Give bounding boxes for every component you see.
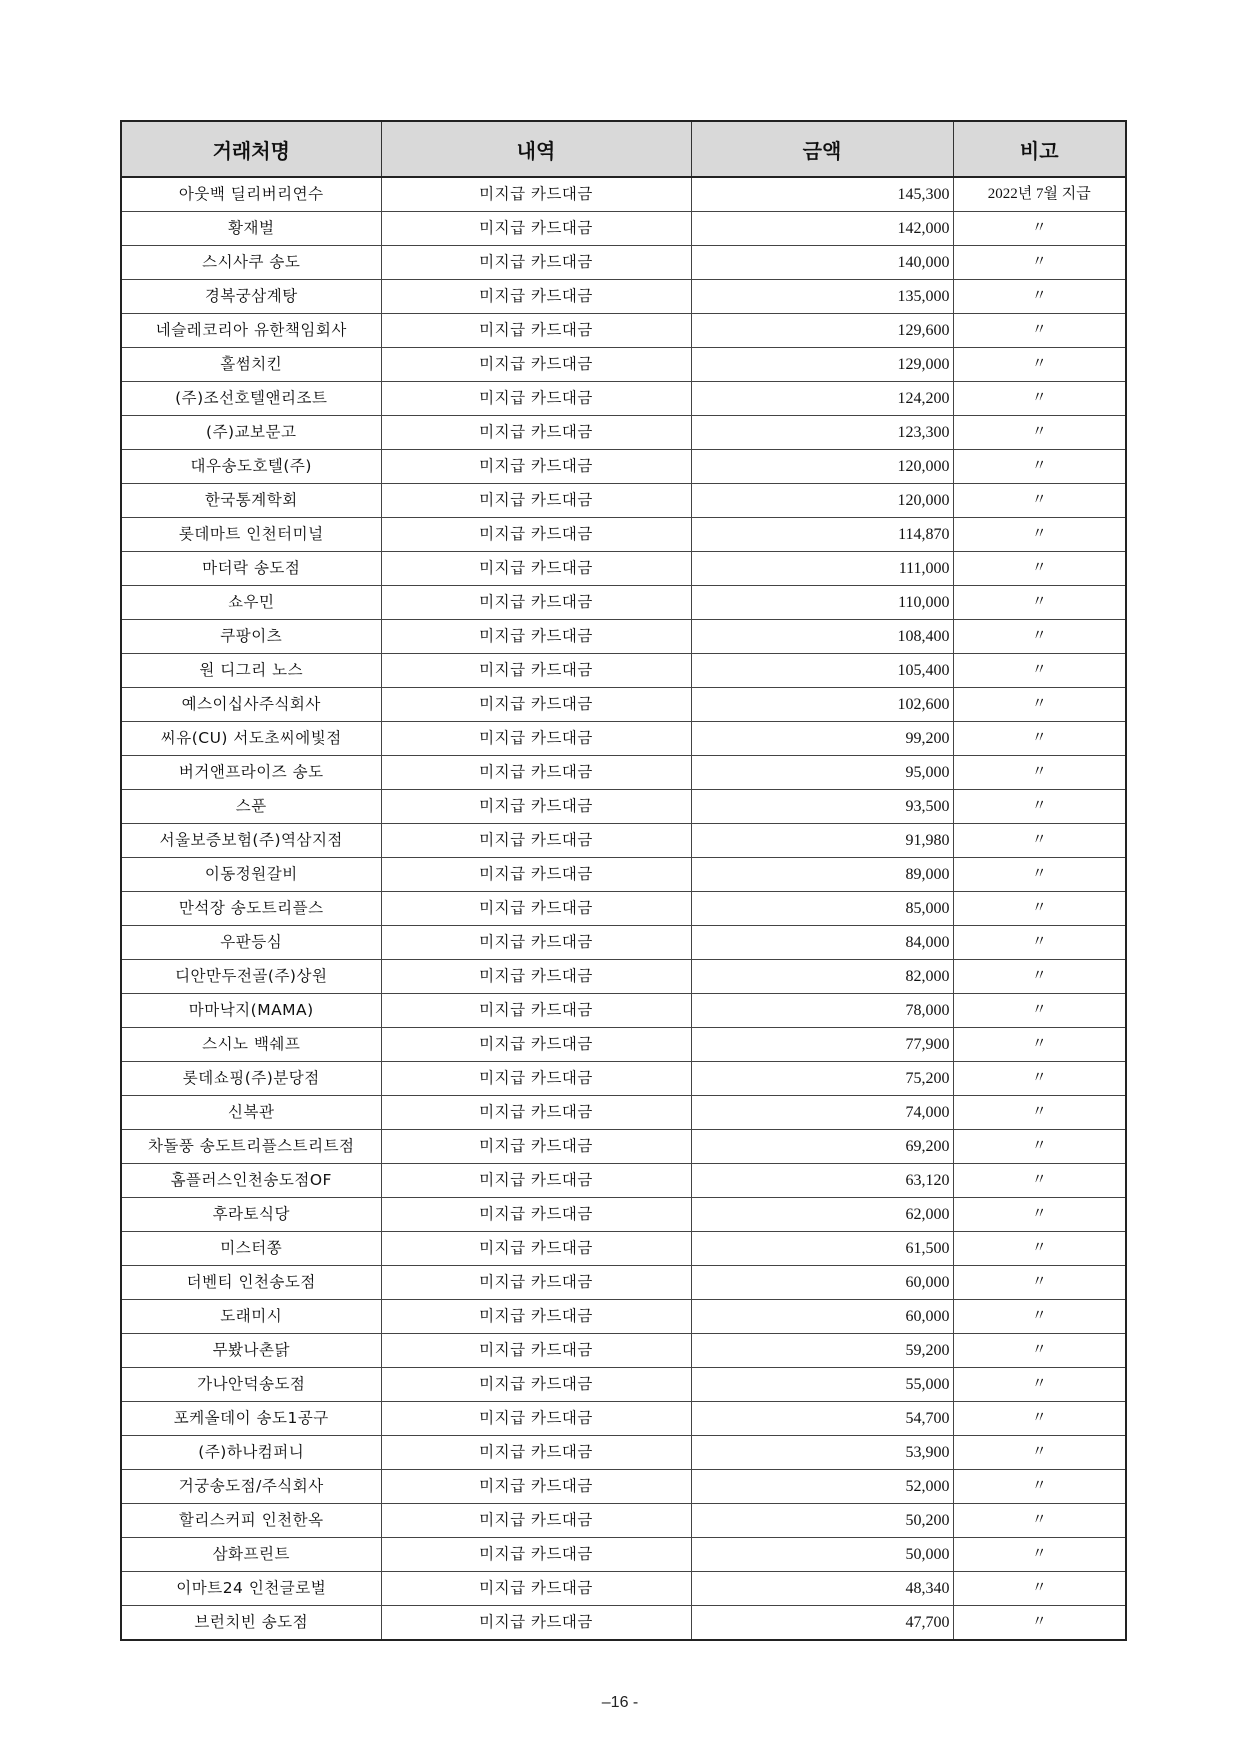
vendor-cell: 홈플러스인천송도점OF bbox=[121, 1164, 381, 1198]
vendor-cell: 롯데마트 인천터미널 bbox=[121, 518, 381, 552]
amount-cell: 135,000 bbox=[691, 280, 953, 314]
vendor-cell: 마더락 송도점 bbox=[121, 552, 381, 586]
description-cell: 미지급 카드대금 bbox=[381, 382, 691, 416]
vendor-cell: 마마낙지(MAMA) bbox=[121, 994, 381, 1028]
vendor-cell: 가나안덕송도점 bbox=[121, 1368, 381, 1402]
table-row bbox=[121, 994, 1126, 1028]
description-cell: 미지급 카드대금 bbox=[381, 552, 691, 586]
description-cell: 미지급 카드대금 bbox=[381, 450, 691, 484]
vendor-cell: 아웃백 딜리버리연수 bbox=[121, 177, 381, 212]
vendor-cell: 스시노 백쉐프 bbox=[121, 1028, 381, 1062]
header-row bbox=[121, 121, 1126, 177]
amount-cell: 93,500 bbox=[691, 790, 953, 824]
table-row bbox=[121, 1572, 1126, 1606]
table-row bbox=[121, 960, 1126, 994]
amount-cell: 78,000 bbox=[691, 994, 953, 1028]
description-cell: 미지급 카드대금 bbox=[381, 1096, 691, 1130]
vendor-cell: 삼화프린트 bbox=[121, 1538, 381, 1572]
amount-cell: 102,600 bbox=[691, 688, 953, 722]
note-cell: 〃 bbox=[953, 1164, 1126, 1198]
table-row bbox=[121, 1504, 1126, 1538]
description-cell: 미지급 카드대금 bbox=[381, 484, 691, 518]
amount-cell: 50,200 bbox=[691, 1504, 953, 1538]
table-row bbox=[121, 824, 1126, 858]
table-row bbox=[121, 314, 1126, 348]
description-cell: 미지급 카드대금 bbox=[381, 1130, 691, 1164]
amount-cell: 60,000 bbox=[691, 1300, 953, 1334]
description-cell: 미지급 카드대금 bbox=[381, 1266, 691, 1300]
note-cell: 〃 bbox=[953, 1334, 1126, 1368]
vendor-cell: 브런치빈 송도점 bbox=[121, 1606, 381, 1641]
description-cell: 미지급 카드대금 bbox=[381, 314, 691, 348]
amount-cell: 84,000 bbox=[691, 926, 953, 960]
vendor-cell: (주)조선호텔앤리조트 bbox=[121, 382, 381, 416]
vendor-cell: 이동정원갈비 bbox=[121, 858, 381, 892]
amount-cell: 120,000 bbox=[691, 450, 953, 484]
description-cell: 미지급 카드대금 bbox=[381, 518, 691, 552]
description-cell: 미지급 카드대금 bbox=[381, 586, 691, 620]
note-cell: 〃 bbox=[953, 1470, 1126, 1504]
note-cell: 〃 bbox=[953, 1300, 1126, 1334]
header-amount: 금액 bbox=[691, 121, 953, 177]
vendor-cell: 네슬레코리아 유한책임회사 bbox=[121, 314, 381, 348]
description-cell: 미지급 카드대금 bbox=[381, 1334, 691, 1368]
description-cell: 미지급 카드대금 bbox=[381, 348, 691, 382]
amount-cell: 61,500 bbox=[691, 1232, 953, 1266]
table-row bbox=[121, 654, 1126, 688]
vendor-cell: 후라토식당 bbox=[121, 1198, 381, 1232]
table-row bbox=[121, 484, 1126, 518]
vendor-cell: 황재벌 bbox=[121, 212, 381, 246]
note-cell: 〃 bbox=[953, 348, 1126, 382]
amount-cell: 55,000 bbox=[691, 1368, 953, 1402]
table-row bbox=[121, 450, 1126, 484]
vendor-cell: 도래미시 bbox=[121, 1300, 381, 1334]
vendor-cell: 차돌풍 송도트리플스트리트점 bbox=[121, 1130, 381, 1164]
vendor-cell: 원 디그리 노스 bbox=[121, 654, 381, 688]
table-row bbox=[121, 858, 1126, 892]
amount-cell: 110,000 bbox=[691, 586, 953, 620]
description-cell: 미지급 카드대금 bbox=[381, 790, 691, 824]
table-row bbox=[121, 1334, 1126, 1368]
note-cell: 〃 bbox=[953, 688, 1126, 722]
vendor-cell: 롯데쇼핑(주)분당점 bbox=[121, 1062, 381, 1096]
vendor-cell: (주)하나컴퍼니 bbox=[121, 1436, 381, 1470]
amount-cell: 59,200 bbox=[691, 1334, 953, 1368]
description-cell: 미지급 카드대금 bbox=[381, 416, 691, 450]
header-vendor: 거래처명 bbox=[121, 121, 381, 177]
vendor-cell: 홀썸치킨 bbox=[121, 348, 381, 382]
vendor-cell: 한국통계학회 bbox=[121, 484, 381, 518]
description-cell: 미지급 카드대금 bbox=[381, 1606, 691, 1641]
note-cell: 〃 bbox=[953, 1436, 1126, 1470]
vendor-cell: 스시사쿠 송도 bbox=[121, 246, 381, 280]
note-cell: 〃 bbox=[953, 280, 1126, 314]
note-cell: 〃 bbox=[953, 552, 1126, 586]
table-row bbox=[121, 1436, 1126, 1470]
amount-cell: 123,300 bbox=[691, 416, 953, 450]
vendor-cell: 우판등심 bbox=[121, 926, 381, 960]
table-header bbox=[121, 121, 1126, 177]
note-cell: 〃 bbox=[953, 212, 1126, 246]
table-row bbox=[121, 382, 1126, 416]
table-row bbox=[121, 620, 1126, 654]
vendor-cell: 할리스커피 인천한옥 bbox=[121, 1504, 381, 1538]
amount-cell: 74,000 bbox=[691, 1096, 953, 1130]
note-cell: 〃 bbox=[953, 1028, 1126, 1062]
vendor-cell: (주)교보문고 bbox=[121, 416, 381, 450]
table-row bbox=[121, 756, 1126, 790]
table-row bbox=[121, 518, 1126, 552]
vendor-cell: 경복궁삼계탕 bbox=[121, 280, 381, 314]
table-row bbox=[121, 1028, 1126, 1062]
description-cell: 미지급 카드대금 bbox=[381, 756, 691, 790]
table-row bbox=[121, 1062, 1126, 1096]
description-cell: 미지급 카드대금 bbox=[381, 177, 691, 212]
note-cell: 〃 bbox=[953, 722, 1126, 756]
table-row bbox=[121, 1130, 1126, 1164]
header-description: 내역 bbox=[381, 121, 691, 177]
note-cell: 〃 bbox=[953, 586, 1126, 620]
note-cell: 〃 bbox=[953, 926, 1126, 960]
amount-cell: 63,120 bbox=[691, 1164, 953, 1198]
table-row bbox=[121, 1164, 1126, 1198]
note-cell: 〃 bbox=[953, 1538, 1126, 1572]
description-cell: 미지급 카드대금 bbox=[381, 1232, 691, 1266]
description-cell: 미지급 카드대금 bbox=[381, 1572, 691, 1606]
note-cell: 〃 bbox=[953, 1402, 1126, 1436]
vendor-cell: 버거앤프라이즈 송도 bbox=[121, 756, 381, 790]
vendor-cell: 디안만두전골(주)상원 bbox=[121, 960, 381, 994]
table-row bbox=[121, 280, 1126, 314]
description-cell: 미지급 카드대금 bbox=[381, 960, 691, 994]
page-number: –16 - bbox=[601, 1694, 639, 1711]
amount-cell: 108,400 bbox=[691, 620, 953, 654]
table-row bbox=[121, 1470, 1126, 1504]
description-cell: 미지급 카드대금 bbox=[381, 1300, 691, 1334]
amount-cell: 48,340 bbox=[691, 1572, 953, 1606]
table-row bbox=[121, 790, 1126, 824]
description-cell: 미지급 카드대금 bbox=[381, 722, 691, 756]
table-row bbox=[121, 1266, 1126, 1300]
description-cell: 미지급 카드대금 bbox=[381, 620, 691, 654]
table-row bbox=[121, 1198, 1126, 1232]
note-cell: 2022년 7월 지급 bbox=[953, 177, 1126, 212]
table-row bbox=[121, 892, 1126, 926]
note-cell: 〃 bbox=[953, 518, 1126, 552]
description-cell: 미지급 카드대금 bbox=[381, 926, 691, 960]
amount-cell: 120,000 bbox=[691, 484, 953, 518]
note-cell: 〃 bbox=[953, 960, 1126, 994]
amount-cell: 89,000 bbox=[691, 858, 953, 892]
note-cell: 〃 bbox=[953, 1368, 1126, 1402]
note-cell: 〃 bbox=[953, 314, 1126, 348]
description-cell: 미지급 카드대금 bbox=[381, 1538, 691, 1572]
vendor-cell: 쿠팡이츠 bbox=[121, 620, 381, 654]
vendor-cell: 거궁송도점/주식회사 bbox=[121, 1470, 381, 1504]
description-cell: 미지급 카드대금 bbox=[381, 892, 691, 926]
amount-cell: 53,900 bbox=[691, 1436, 953, 1470]
note-cell: 〃 bbox=[953, 756, 1126, 790]
description-cell: 미지급 카드대금 bbox=[381, 212, 691, 246]
table-body bbox=[121, 177, 1126, 1640]
description-cell: 미지급 카드대금 bbox=[381, 1402, 691, 1436]
vendor-cell: 쇼우민 bbox=[121, 586, 381, 620]
amount-cell: 54,700 bbox=[691, 1402, 953, 1436]
amount-cell: 69,200 bbox=[691, 1130, 953, 1164]
amount-cell: 129,000 bbox=[691, 348, 953, 382]
amount-cell: 82,000 bbox=[691, 960, 953, 994]
note-cell: 〃 bbox=[953, 484, 1126, 518]
table-row bbox=[121, 552, 1126, 586]
description-cell: 미지급 카드대금 bbox=[381, 824, 691, 858]
vendor-cell: 무봤나촌닭 bbox=[121, 1334, 381, 1368]
amount-cell: 50,000 bbox=[691, 1538, 953, 1572]
description-cell: 미지급 카드대금 bbox=[381, 1198, 691, 1232]
vendor-cell: 만석장 송도트리플스 bbox=[121, 892, 381, 926]
table-row bbox=[121, 1538, 1126, 1572]
note-cell: 〃 bbox=[953, 1198, 1126, 1232]
amount-cell: 52,000 bbox=[691, 1470, 953, 1504]
amount-cell: 95,000 bbox=[691, 756, 953, 790]
vendor-cell: 예스이십사주식회사 bbox=[121, 688, 381, 722]
table-row bbox=[121, 246, 1126, 280]
amount-cell: 77,900 bbox=[691, 1028, 953, 1062]
note-cell: 〃 bbox=[953, 1130, 1126, 1164]
table-row bbox=[121, 1096, 1126, 1130]
amount-cell: 47,700 bbox=[691, 1606, 953, 1641]
description-cell: 미지급 카드대금 bbox=[381, 1368, 691, 1402]
description-cell: 미지급 카드대금 bbox=[381, 688, 691, 722]
note-cell: 〃 bbox=[953, 1572, 1126, 1606]
note-cell: 〃 bbox=[953, 892, 1126, 926]
description-cell: 미지급 카드대금 bbox=[381, 1164, 691, 1198]
vendor-cell: 더벤티 인천송도점 bbox=[121, 1266, 381, 1300]
table-row bbox=[121, 1402, 1126, 1436]
amount-cell: 114,870 bbox=[691, 518, 953, 552]
vendor-cell: 신복관 bbox=[121, 1096, 381, 1130]
vendor-cell: 미스터쫑 bbox=[121, 1232, 381, 1266]
description-cell: 미지급 카드대금 bbox=[381, 994, 691, 1028]
amount-cell: 75,200 bbox=[691, 1062, 953, 1096]
vendor-cell: 씨유(CU) 서도초씨에빛점 bbox=[121, 722, 381, 756]
note-cell: 〃 bbox=[953, 790, 1126, 824]
table-row bbox=[121, 212, 1126, 246]
description-cell: 미지급 카드대금 bbox=[381, 1062, 691, 1096]
table-row bbox=[121, 722, 1126, 756]
note-cell: 〃 bbox=[953, 994, 1126, 1028]
vendor-cell: 서울보증보험(주)역삼지점 bbox=[121, 824, 381, 858]
amount-cell: 91,980 bbox=[691, 824, 953, 858]
table-row bbox=[121, 688, 1126, 722]
vendor-cell: 스푼 bbox=[121, 790, 381, 824]
note-cell: 〃 bbox=[953, 1232, 1126, 1266]
note-cell: 〃 bbox=[953, 1606, 1126, 1641]
table-row bbox=[121, 1606, 1126, 1641]
description-cell: 미지급 카드대금 bbox=[381, 1436, 691, 1470]
description-cell: 미지급 카드대금 bbox=[381, 280, 691, 314]
note-cell: 〃 bbox=[953, 824, 1126, 858]
description-cell: 미지급 카드대금 bbox=[381, 1028, 691, 1062]
amount-cell: 111,000 bbox=[691, 552, 953, 586]
table-row bbox=[121, 926, 1126, 960]
amount-cell: 62,000 bbox=[691, 1198, 953, 1232]
description-cell: 미지급 카드대금 bbox=[381, 654, 691, 688]
amount-cell: 145,300 bbox=[691, 177, 953, 212]
note-cell: 〃 bbox=[953, 1504, 1126, 1538]
note-cell: 〃 bbox=[953, 416, 1126, 450]
description-cell: 미지급 카드대금 bbox=[381, 1470, 691, 1504]
description-cell: 미지급 카드대금 bbox=[381, 1504, 691, 1538]
vendor-cell: 대우송도호텔(주) bbox=[121, 450, 381, 484]
note-cell: 〃 bbox=[953, 1096, 1126, 1130]
table-row bbox=[121, 177, 1126, 212]
note-cell: 〃 bbox=[953, 620, 1126, 654]
table-row bbox=[121, 1368, 1126, 1402]
amount-cell: 129,600 bbox=[691, 314, 953, 348]
vendor-cell: 포케올데이 송도1공구 bbox=[121, 1402, 381, 1436]
table-row bbox=[121, 1232, 1126, 1266]
vendor-cell: 이마트24 인천글로벌 bbox=[121, 1572, 381, 1606]
amount-cell: 140,000 bbox=[691, 246, 953, 280]
note-cell: 〃 bbox=[953, 382, 1126, 416]
table-row bbox=[121, 416, 1126, 450]
amount-cell: 99,200 bbox=[691, 722, 953, 756]
amount-cell: 105,400 bbox=[691, 654, 953, 688]
note-cell: 〃 bbox=[953, 654, 1126, 688]
header-note: 비고 bbox=[953, 121, 1126, 177]
ledger-table bbox=[120, 120, 1127, 1641]
note-cell: 〃 bbox=[953, 1062, 1126, 1096]
table-row bbox=[121, 1300, 1126, 1334]
note-cell: 〃 bbox=[953, 450, 1126, 484]
amount-cell: 85,000 bbox=[691, 892, 953, 926]
amount-cell: 60,000 bbox=[691, 1266, 953, 1300]
note-cell: 〃 bbox=[953, 246, 1126, 280]
amount-cell: 124,200 bbox=[691, 382, 953, 416]
table-row bbox=[121, 348, 1126, 382]
table-row bbox=[121, 586, 1126, 620]
amount-cell: 142,000 bbox=[691, 212, 953, 246]
note-cell: 〃 bbox=[953, 1266, 1126, 1300]
description-cell: 미지급 카드대금 bbox=[381, 858, 691, 892]
description-cell: 미지급 카드대금 bbox=[381, 246, 691, 280]
note-cell: 〃 bbox=[953, 858, 1126, 892]
